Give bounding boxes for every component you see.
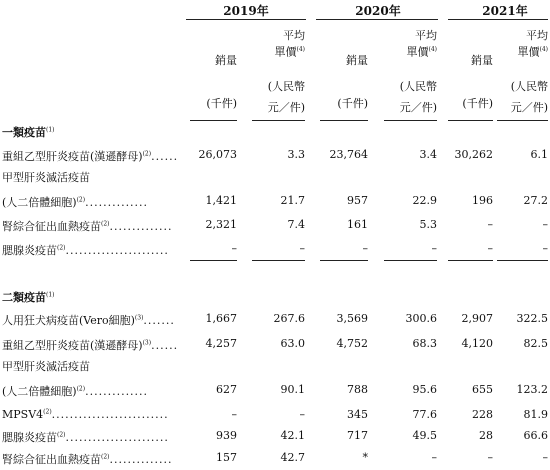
table-cell: 28: [479, 429, 493, 442]
row-label: [2, 451, 172, 467]
table-cell: 300.6: [405, 312, 437, 325]
table-cell: 42.1: [280, 429, 305, 442]
table-cell: 23,764: [329, 148, 368, 161]
header-rule-sales-2021: [448, 120, 493, 121]
price-unit-line1: (人民幣: [510, 80, 548, 93]
row-footnote: (3): [142, 339, 152, 347]
table-cell: –: [231, 408, 237, 421]
note-4: (4): [296, 46, 305, 53]
table-cell: –: [542, 218, 548, 231]
table-cell: 7.4: [287, 218, 305, 231]
price-unit-2019: [250, 76, 305, 118]
table-cell: 717: [347, 429, 368, 442]
table-cell: 788: [347, 383, 368, 396]
price-unit-2020: [382, 76, 437, 118]
row-label-text: MPSV4: [2, 408, 44, 421]
table-cell: 4,120: [461, 337, 493, 350]
unit-price-text: 單價: [406, 45, 429, 59]
row-footnote: (2): [101, 220, 110, 228]
row-label: [2, 337, 178, 353]
leader-dots: ..............: [85, 385, 149, 398]
table-cell: 95.6: [412, 383, 437, 396]
table-cell: 322.5: [516, 312, 548, 325]
row-label-text: (人二倍體細胞): [2, 196, 77, 209]
table-cell: 267.6: [273, 312, 305, 325]
row-label: [2, 383, 148, 399]
table-cell: –: [487, 218, 493, 231]
sales-header-2021: 銷量: [471, 54, 493, 67]
row-footnote: (2): [43, 408, 52, 416]
sales-unit-2021: (千件): [462, 97, 493, 110]
avg-price-header-2021: [493, 29, 548, 60]
table-cell: –: [299, 242, 305, 255]
row-label: [2, 169, 90, 185]
table-cell: –: [542, 242, 548, 255]
section-title: [2, 289, 55, 305]
header-rule-sales-2020: [320, 120, 368, 121]
row-label: [2, 358, 90, 374]
table-cell: –: [542, 451, 548, 464]
table-cell: 27.2: [523, 194, 548, 207]
table-cell: *: [362, 451, 368, 464]
leader-dots: .......: [143, 314, 175, 327]
leader-dots: .......................: [65, 431, 169, 444]
leader-dots: ......: [151, 150, 179, 163]
row-footnote: (3): [134, 314, 144, 322]
row-label-text: (人二倍體細胞): [2, 385, 77, 398]
row-footnote: (2): [76, 196, 86, 204]
header-rule-price-2020: [384, 120, 437, 121]
sales-unit-2020: (千件): [337, 97, 368, 110]
table-cell: –: [487, 242, 493, 255]
section1-rule-2020-price: [384, 260, 437, 261]
row-footnote: (2): [57, 244, 66, 252]
row-label: [2, 408, 169, 421]
sales-header-2020: 銷量: [346, 54, 368, 67]
table-cell: 81.9: [523, 408, 548, 421]
section1-rule-2019-price: [252, 260, 305, 261]
table-cell: 228: [472, 408, 493, 421]
leader-dots: ..............: [85, 196, 149, 209]
table-cell: 68.3: [412, 337, 437, 350]
table-cell: 655: [472, 383, 493, 396]
table-cell: 345: [347, 408, 368, 421]
leader-dots: ..........................: [51, 408, 169, 421]
table-cell: 66.6: [523, 429, 548, 442]
unit-price-label: [382, 43, 437, 60]
table-cell: 5.3: [419, 218, 437, 231]
table-cell: –: [362, 242, 368, 255]
year-rule-2021: [448, 19, 548, 20]
row-label-text: 腮腺炎疫苗: [2, 431, 57, 444]
table-cell: 22.9: [412, 194, 437, 207]
unit-price-label: [250, 43, 305, 60]
table-cell: 6.1: [530, 148, 548, 161]
year-rule-2020: [316, 19, 438, 20]
table-cell: –: [231, 242, 237, 255]
table-cell: 627: [216, 383, 237, 396]
row-label-text: 重組乙型肝炎疫苗(漢遜酵母): [2, 150, 143, 163]
table-cell: 4,752: [336, 337, 368, 350]
year-2019: 2019年: [223, 4, 269, 18]
row-label: [2, 148, 178, 164]
avg-label: 平均: [526, 29, 548, 42]
leader-dots: .......................: [65, 244, 169, 257]
table-cell: –: [487, 451, 493, 464]
table-cell: 957: [347, 194, 368, 207]
year-2020: 2020年: [355, 4, 401, 18]
table-cell: 1,667: [205, 312, 237, 325]
section1-rule-2020-sales: [320, 260, 368, 261]
row-label-text: 腎綜合征出血熱疫苗: [2, 220, 101, 233]
unit-price-text: 單價: [517, 45, 540, 59]
avg-price-header-2019: [250, 29, 305, 60]
row-footnote: (2): [142, 150, 152, 158]
section1-rule-2019-sales: [190, 260, 237, 261]
table-cell: 939: [216, 429, 237, 442]
leader-dots: ......: [151, 339, 179, 352]
table-cell: –: [431, 242, 437, 255]
year-2021: 2021年: [482, 4, 528, 18]
header-rule-price-2021: [497, 120, 548, 121]
row-label: [2, 194, 148, 210]
row-label-text: 重組乙型肝炎疫苗(漢遜酵母): [2, 339, 143, 352]
row-label-text: 甲型肝炎滅活疫苗: [2, 171, 90, 184]
price-unit-2021: [493, 76, 548, 118]
section1-rule-2021-sales: [448, 260, 493, 261]
table-cell: 77.6: [412, 408, 437, 421]
row-footnote: (2): [57, 431, 66, 439]
table-cell: 42.7: [280, 451, 305, 464]
table-cell: –: [299, 408, 305, 421]
avg-price-header-2020: [382, 29, 437, 60]
table-cell: 2,907: [461, 312, 493, 325]
table-cell: 3.4: [419, 148, 437, 161]
header-rule-price-2019: [252, 120, 305, 121]
section-title: [2, 124, 55, 140]
note-1: (1): [46, 126, 55, 134]
row-footnote: (2): [76, 385, 86, 393]
table-cell: 21.7: [280, 194, 305, 207]
row-label-text: 人用狂犬病疫苗(Vero細胞): [2, 314, 135, 327]
table-cell: 30,262: [454, 148, 493, 161]
row-label: [2, 242, 169, 258]
table-cell: 49.5: [412, 429, 437, 442]
note-4: (4): [428, 46, 437, 53]
note-1: (1): [46, 291, 55, 299]
table-cell: 1,421: [205, 194, 237, 207]
table-cell: 63.0: [280, 337, 305, 350]
unit-price-text: 單價: [274, 45, 297, 59]
section-title-text: 一類疫苗: [2, 126, 46, 139]
table-cell: –: [431, 451, 437, 464]
row-label-text: 甲型肝炎滅活疫苗: [2, 360, 90, 373]
leader-dots: ..............: [109, 453, 173, 466]
sales-header-2019: 銷量: [215, 54, 237, 67]
table-cell: 3,569: [336, 312, 368, 325]
row-label-text: 腎綜合征出血熱疫苗: [2, 453, 101, 466]
row-label: [2, 218, 172, 234]
table-cell: 90.1: [280, 383, 305, 396]
table-cell: 157: [216, 451, 237, 464]
table-cell: 2,321: [205, 218, 237, 231]
table-cell: 196: [472, 194, 493, 207]
avg-label: 平均: [283, 29, 305, 42]
section-title-text: 二類疫苗: [2, 291, 46, 304]
row-label-text: 腮腺炎疫苗: [2, 244, 57, 257]
unit-price-label: [493, 43, 548, 60]
table-cell: 4,257: [205, 337, 237, 350]
year-rule-2019: [186, 19, 306, 20]
table-cell: 82.5: [523, 337, 548, 350]
sales-unit-2019: (千件): [206, 97, 237, 110]
section1-rule-2021-price: [497, 260, 548, 261]
table-cell: 26,073: [198, 148, 237, 161]
row-footnote: (2): [101, 453, 110, 461]
price-unit-line1: (人民幣: [267, 80, 305, 93]
price-unit-line1: (人民幣: [399, 80, 437, 93]
note-4: (4): [539, 46, 548, 53]
price-unit-line2: 元／件): [510, 101, 548, 114]
table-cell: 3.3: [287, 148, 305, 161]
leader-dots: ..............: [109, 220, 173, 233]
header-rule-sales-2019: [190, 120, 237, 121]
avg-label: 平均: [415, 29, 437, 42]
price-unit-line2: 元／件): [399, 101, 437, 114]
row-label: [2, 312, 175, 328]
table-cell: 123.2: [516, 383, 548, 396]
price-unit-line2: 元／件): [267, 101, 305, 114]
row-label: [2, 429, 169, 445]
table-cell: 161: [347, 218, 368, 231]
